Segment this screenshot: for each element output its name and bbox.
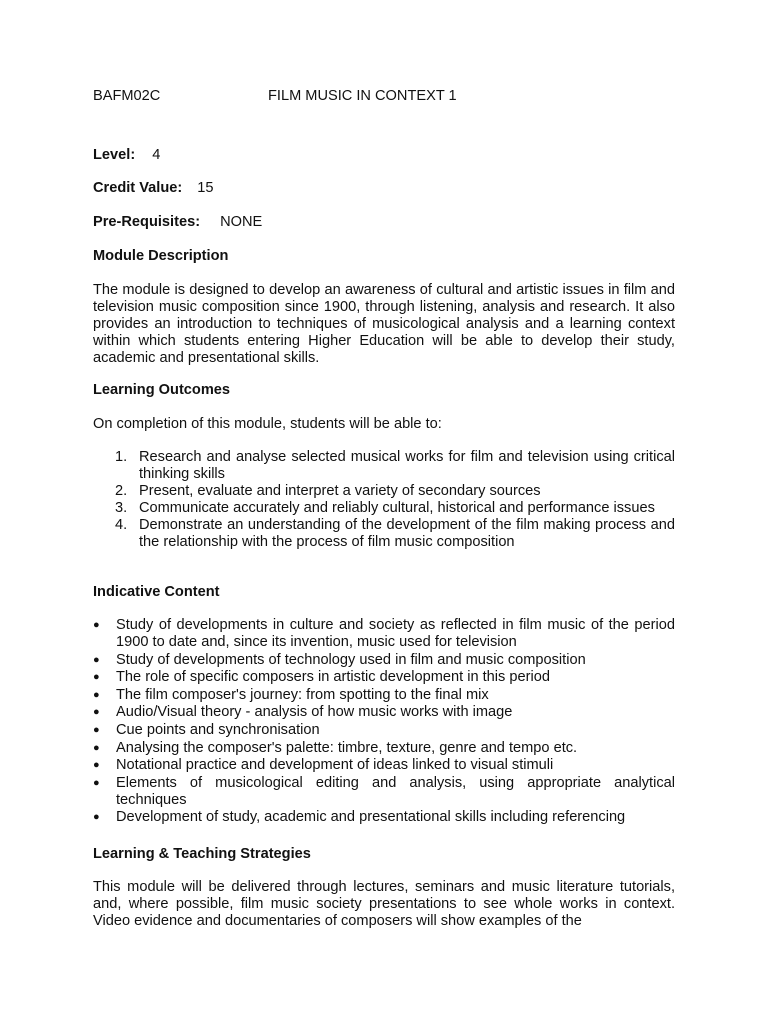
strategies-heading: Learning & Teaching Strategies — [93, 846, 311, 862]
credit-value: 15 — [197, 180, 214, 196]
list-item — [93, 669, 675, 686]
content-text: Cue points and synchronisation — [116, 721, 320, 738]
indicative-content-heading: Indicative Content — [93, 584, 220, 600]
outcome-number: 3. — [115, 500, 128, 516]
content-text: Elements of musicological editing and analysis, using appropriate analytical techniques — [116, 774, 675, 808]
list-item — [93, 617, 675, 651]
outcome-text: Demonstrate an understanding of the development of the film making process and the relationship with the process of film music composition — [139, 517, 675, 550]
content-text: The role of specific composers in artistic development in this period — [116, 669, 550, 686]
credit-label: Credit Value: — [93, 180, 183, 196]
level-value: 4 — [152, 147, 161, 163]
content-text: Analysing the composer's palette: timbre, texture, genre and tempo etc. — [116, 739, 578, 756]
content-text: Study of developments in culture and society as reflected in film music of the period 1900 to date and, since its invention, music used for television — [116, 617, 675, 650]
bullet-icon: ● — [93, 619, 100, 631]
list-item — [93, 757, 675, 774]
learning-outcomes-list — [93, 449, 675, 551]
learning-outcomes-intro: On completion of this module, students will be able to: — [93, 416, 442, 432]
prereq-row — [93, 214, 262, 231]
outcome-number: 4. — [115, 517, 128, 533]
outcome-number: 2. — [115, 483, 128, 499]
list-item — [93, 449, 675, 483]
outcome-number: 1. — [115, 449, 128, 465]
bullet-icon: ● — [93, 723, 100, 736]
module-code: BAFM02C — [93, 88, 161, 104]
level-row — [93, 147, 160, 164]
bullet-icon: ● — [93, 811, 100, 824]
bullet-icon: ● — [93, 653, 100, 666]
content-text: The film composer's journey: from spotting to the final mix — [116, 686, 489, 703]
learning-outcomes-heading: Learning Outcomes — [93, 382, 231, 398]
list-item — [93, 775, 675, 809]
list-item — [93, 687, 675, 704]
prereq-label: Pre-Requisites: — [93, 214, 201, 230]
list-item — [93, 704, 675, 721]
list-item — [93, 500, 675, 517]
module-description-text: The module is designed to develop an awareness of cultural and artistic issues in film and television music composition since 1900, through listening, analysis and research. It also provides an introduction to techniques of musicological analysis and a learning context within which students entering Higher Education will be able to develop their study, academic and presentational skills. — [93, 282, 675, 366]
list-item — [93, 517, 675, 551]
content-text: Audio/Visual theory - analysis of how music works with image — [116, 704, 513, 721]
list-item — [93, 722, 675, 739]
content-text: Development of study, academic and presentational skills including referencing — [116, 809, 626, 826]
module-description-heading: Module Description — [93, 248, 229, 264]
bullet-icon: ● — [93, 671, 100, 684]
bullet-icon: ● — [93, 776, 100, 789]
bullet-icon: ● — [93, 741, 100, 754]
bullet-icon: ● — [93, 706, 100, 719]
list-item — [93, 809, 675, 826]
content-text: Study of developments of technology used in film and music composition — [116, 651, 586, 668]
bullet-icon: ● — [93, 688, 100, 701]
level-label: Level: — [93, 147, 136, 163]
list-item — [93, 740, 675, 757]
module-title: FILM MUSIC IN CONTEXT 1 — [268, 88, 457, 104]
credit-row — [93, 180, 213, 197]
strategies-text: This module will be delivered through lectures, seminars and music literature tutorials, and, where possible, film music society presentations to see whole works in context. Video evidence and documentaries of composers will show examples of the — [93, 879, 675, 929]
outcome-text: Present, evaluate and interpret a variety of secondary sources — [139, 483, 541, 499]
document-page — [93, 0, 675, 1024]
list-item — [93, 652, 675, 669]
bullet-icon: ● — [93, 759, 100, 772]
list-item — [93, 483, 675, 500]
content-text: Notational practice and development of ideas linked to visual stimuli — [116, 757, 554, 774]
prereq-value: NONE — [220, 214, 263, 230]
outcome-text: Research and analyse selected musical works for film and television using critical thinking skills — [139, 449, 675, 482]
indicative-content-list — [93, 617, 675, 827]
outcome-text: Communicate accurately and reliably cultural, historical and performance issues — [139, 500, 655, 516]
